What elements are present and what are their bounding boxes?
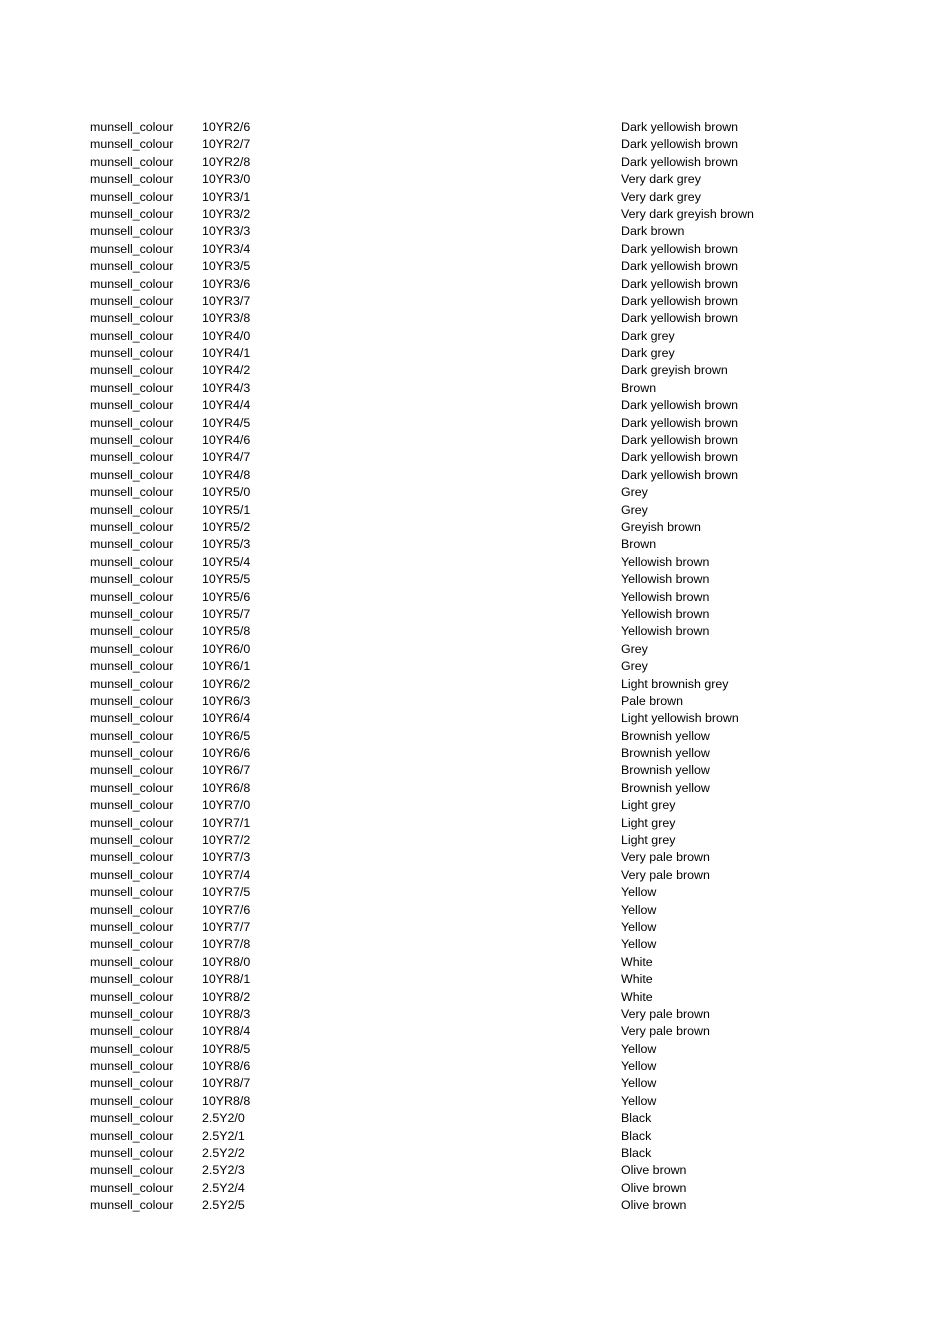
attribute-cell: munsell_colour	[90, 415, 174, 430]
attribute-cell: munsell_colour	[90, 780, 174, 795]
attribute-cell: munsell_colour	[90, 659, 174, 674]
attribute-cell: munsell_colour	[90, 954, 174, 969]
table-row	[0, 971, 950, 988]
colour-name-cell: Yellow	[621, 1059, 657, 1074]
table-row	[0, 989, 950, 1006]
table-row	[0, 884, 950, 901]
code-cell: 10YR4/2	[202, 363, 251, 378]
table-row	[0, 1058, 950, 1075]
table-row	[0, 1093, 950, 1110]
table-row	[0, 484, 950, 501]
table-row	[0, 293, 950, 310]
colour-name-cell: Yellow	[621, 919, 657, 934]
colour-name-cell: Dark yellowish brown	[621, 259, 739, 274]
attribute-cell: munsell_colour	[90, 1059, 174, 1074]
attribute-cell: munsell_colour	[90, 554, 174, 569]
attribute-cell: munsell_colour	[90, 972, 174, 987]
colour-name-cell: Greyish brown	[621, 519, 701, 534]
table-row	[0, 310, 950, 327]
code-cell: 10YR8/3	[202, 1006, 251, 1021]
table-row	[0, 815, 950, 832]
table-row	[0, 449, 950, 466]
attribute-cell: munsell_colour	[90, 206, 174, 221]
code-cell: 10YR7/3	[202, 850, 251, 865]
table-row	[0, 467, 950, 484]
colour-name-cell: White	[621, 972, 653, 987]
colour-name-cell: Yellowish brown	[621, 624, 710, 639]
code-cell: 10YR8/8	[202, 1093, 251, 1108]
colour-name-cell: Light brownish grey	[621, 676, 729, 691]
code-cell: 10YR4/4	[202, 398, 251, 413]
table-row	[0, 762, 950, 779]
attribute-cell: munsell_colour	[90, 746, 174, 761]
colour-name-cell: Brown	[621, 380, 657, 395]
colour-name-cell: Dark greyish brown	[621, 363, 728, 378]
colour-name-cell: Yellow	[621, 885, 657, 900]
colour-name-cell: Dark yellowish brown	[621, 137, 739, 152]
colour-name-cell: Yellowish brown	[621, 554, 710, 569]
table-row	[0, 589, 950, 606]
attribute-cell: munsell_colour	[90, 833, 174, 848]
code-cell: 10YR8/7	[202, 1076, 251, 1091]
code-cell: 10YR8/4	[202, 1024, 251, 1039]
table-row	[0, 241, 950, 258]
colour-name-cell: Grey	[621, 485, 648, 500]
code-cell: 10YR7/5	[202, 885, 251, 900]
code-cell: 10YR7/4	[202, 867, 251, 882]
code-cell: 10YR6/2	[202, 676, 251, 691]
code-cell: 10YR6/7	[202, 763, 251, 778]
table-row	[0, 936, 950, 953]
colour-name-cell: Yellowish brown	[621, 572, 710, 587]
table-row	[0, 189, 950, 206]
colour-name-cell: Brownish yellow	[621, 746, 710, 761]
attribute-cell: munsell_colour	[90, 902, 174, 917]
colour-name-cell: Brownish yellow	[621, 780, 710, 795]
code-cell: 10YR5/0	[202, 485, 251, 500]
table-row	[0, 780, 950, 797]
attribute-cell: munsell_colour	[90, 1111, 174, 1126]
colour-name-cell: Very dark grey	[621, 189, 701, 204]
attribute-cell: munsell_colour	[90, 346, 174, 361]
code-cell: 10YR5/3	[202, 537, 251, 552]
code-cell: 10YR4/3	[202, 380, 251, 395]
colour-name-cell: Light grey	[621, 815, 676, 830]
attribute-cell: munsell_colour	[90, 1093, 174, 1108]
colour-name-cell: Yellowish brown	[621, 606, 710, 621]
table-row	[0, 797, 950, 814]
attribute-cell: munsell_colour	[90, 1024, 174, 1039]
code-cell: 10YR8/2	[202, 989, 251, 1004]
colour-name-cell: Yellow	[621, 902, 657, 917]
code-cell: 2.5Y2/2	[202, 1146, 245, 1161]
attribute-cell: munsell_colour	[90, 867, 174, 882]
code-cell: 2.5Y2/3	[202, 1163, 245, 1178]
table-row	[0, 223, 950, 240]
table-row	[0, 641, 950, 658]
table-row	[0, 1145, 950, 1162]
colour-name-cell: Dark yellowish brown	[621, 398, 739, 413]
attribute-cell: munsell_colour	[90, 189, 174, 204]
colour-name-cell: Light grey	[621, 833, 676, 848]
colour-name-cell: Grey	[621, 502, 648, 517]
code-cell: 10YR6/8	[202, 780, 251, 795]
attribute-cell: munsell_colour	[90, 1180, 174, 1195]
table-row	[0, 676, 950, 693]
colour-name-cell: Yellow	[621, 1076, 657, 1091]
table-row	[0, 745, 950, 762]
table-row	[0, 380, 950, 397]
code-cell: 10YR2/7	[202, 137, 251, 152]
attribute-cell: munsell_colour	[90, 172, 174, 187]
attribute-cell: munsell_colour	[90, 885, 174, 900]
table-row	[0, 867, 950, 884]
table-row	[0, 432, 950, 449]
code-cell: 10YR5/2	[202, 519, 251, 534]
colour-name-cell: Yellow	[621, 1093, 657, 1108]
table-row	[0, 171, 950, 188]
table-row	[0, 658, 950, 675]
attribute-cell: munsell_colour	[90, 815, 174, 830]
code-cell: 10YR4/5	[202, 415, 251, 430]
colour-name-cell: Dark yellowish brown	[621, 154, 739, 169]
colour-name-cell: Grey	[621, 659, 648, 674]
code-cell: 10YR4/0	[202, 328, 251, 343]
colour-name-cell: Olive brown	[621, 1163, 687, 1178]
attribute-cell: munsell_colour	[90, 624, 174, 639]
table-row	[0, 710, 950, 727]
code-cell: 10YR2/6	[202, 120, 251, 134]
code-cell: 10YR6/3	[202, 693, 251, 708]
code-cell: 10YR4/6	[202, 433, 251, 448]
attribute-cell: munsell_colour	[90, 693, 174, 708]
table-row	[0, 693, 950, 710]
colour-name-cell: Very dark greyish brown	[621, 206, 754, 221]
table-row	[0, 415, 950, 432]
code-cell: 10YR3/1	[202, 189, 251, 204]
code-cell: 10YR3/3	[202, 224, 251, 239]
colour-name-cell: Very dark grey	[621, 172, 701, 187]
table-row	[0, 536, 950, 553]
attribute-cell: munsell_colour	[90, 763, 174, 778]
code-cell: 10YR7/2	[202, 833, 251, 848]
colour-name-cell: Yellowish brown	[621, 589, 710, 604]
code-cell: 10YR4/1	[202, 346, 251, 361]
colour-name-cell: Brownish yellow	[621, 763, 710, 778]
code-cell: 10YR5/7	[202, 606, 251, 621]
code-cell: 2.5Y2/5	[202, 1198, 245, 1213]
attribute-cell: munsell_colour	[90, 537, 174, 552]
code-cell: 10YR8/0	[202, 954, 251, 969]
table-row	[0, 849, 950, 866]
table-row	[0, 1041, 950, 1058]
attribute-cell: munsell_colour	[90, 1041, 174, 1056]
table-row	[0, 1075, 950, 1092]
attribute-cell: munsell_colour	[90, 1163, 174, 1178]
attribute-cell: munsell_colour	[90, 798, 174, 813]
attribute-cell: munsell_colour	[90, 1146, 174, 1161]
attribute-cell: munsell_colour	[90, 363, 174, 378]
code-cell: 10YR3/0	[202, 172, 251, 187]
colour-name-cell: Dark yellowish brown	[621, 120, 739, 134]
colour-name-cell: Dark yellowish brown	[621, 450, 739, 465]
table-row	[0, 919, 950, 936]
table-row	[0, 119, 950, 136]
table-row	[0, 397, 950, 414]
code-cell: 10YR7/6	[202, 902, 251, 917]
table-row	[0, 1110, 950, 1127]
table-row	[0, 206, 950, 223]
code-cell: 10YR6/6	[202, 746, 251, 761]
code-cell: 10YR6/5	[202, 728, 251, 743]
colour-name-cell: Dark brown	[621, 224, 685, 239]
code-cell: 10YR3/4	[202, 241, 251, 256]
attribute-cell: munsell_colour	[90, 293, 174, 308]
colour-name-cell: Grey	[621, 641, 648, 656]
attribute-cell: munsell_colour	[90, 937, 174, 952]
table-row	[0, 519, 950, 536]
attribute-cell: munsell_colour	[90, 676, 174, 691]
code-cell: 10YR3/6	[202, 276, 251, 291]
attribute-cell: munsell_colour	[90, 259, 174, 274]
code-cell: 10YR6/1	[202, 659, 251, 674]
colour-name-cell: Olive brown	[621, 1198, 687, 1213]
attribute-cell: munsell_colour	[90, 311, 174, 326]
colour-name-cell: Dark yellowish brown	[621, 467, 739, 482]
attribute-cell: munsell_colour	[90, 502, 174, 517]
attribute-cell: munsell_colour	[90, 380, 174, 395]
table-row	[0, 345, 950, 362]
attribute-cell: munsell_colour	[90, 276, 174, 291]
colour-name-cell: Dark yellowish brown	[621, 293, 739, 308]
colour-name-cell: Light grey	[621, 798, 676, 813]
code-cell: 10YR8/5	[202, 1041, 251, 1056]
attribute-cell: munsell_colour	[90, 485, 174, 500]
code-cell: 10YR5/5	[202, 572, 251, 587]
table-row	[0, 1023, 950, 1040]
table-row	[0, 258, 950, 275]
attribute-cell: munsell_colour	[90, 433, 174, 448]
table-row	[0, 728, 950, 745]
attribute-cell: munsell_colour	[90, 398, 174, 413]
table-row	[0, 623, 950, 640]
code-cell: 10YR3/2	[202, 206, 251, 221]
code-cell: 10YR7/7	[202, 919, 251, 934]
table-row	[0, 1197, 950, 1214]
attribute-cell: munsell_colour	[90, 850, 174, 865]
attribute-cell: munsell_colour	[90, 154, 174, 169]
code-cell: 10YR8/1	[202, 972, 251, 987]
code-cell: 10YR5/6	[202, 589, 251, 604]
colour-name-cell: Very pale brown	[621, 1024, 710, 1039]
code-cell: 10YR6/4	[202, 711, 251, 726]
table-row	[0, 154, 950, 171]
attribute-cell: munsell_colour	[90, 711, 174, 726]
table-row	[0, 1180, 950, 1197]
attribute-cell: munsell_colour	[90, 589, 174, 604]
colour-name-cell: Dark yellowish brown	[621, 241, 739, 256]
table-row	[0, 502, 950, 519]
colour-name-cell: Dark yellowish brown	[621, 433, 739, 448]
attribute-cell: munsell_colour	[90, 450, 174, 465]
attribute-cell: munsell_colour	[90, 467, 174, 482]
table-row	[0, 902, 950, 919]
colour-name-cell: Black	[621, 1111, 652, 1126]
attribute-cell: munsell_colour	[90, 919, 174, 934]
attribute-cell: munsell_colour	[90, 1006, 174, 1021]
attribute-cell: munsell_colour	[90, 641, 174, 656]
colour-name-cell: Pale brown	[621, 693, 683, 708]
colour-name-cell: Dark grey	[621, 346, 675, 361]
attribute-cell: munsell_colour	[90, 224, 174, 239]
attribute-cell: munsell_colour	[90, 1076, 174, 1091]
colour-name-cell: Very pale brown	[621, 867, 710, 882]
munsell-colour-table	[0, 119, 950, 1215]
code-cell: 10YR4/7	[202, 450, 251, 465]
table-row	[0, 328, 950, 345]
colour-name-cell: Black	[621, 1128, 652, 1143]
attribute-cell: munsell_colour	[90, 328, 174, 343]
table-row	[0, 1128, 950, 1145]
colour-name-cell: Dark grey	[621, 328, 675, 343]
attribute-cell: munsell_colour	[90, 137, 174, 152]
code-cell: 10YR2/8	[202, 154, 251, 169]
attribute-cell: munsell_colour	[90, 1128, 174, 1143]
code-cell: 2.5Y2/0	[202, 1111, 245, 1126]
table-row	[0, 276, 950, 293]
code-cell: 10YR5/4	[202, 554, 251, 569]
colour-name-cell: Olive brown	[621, 1180, 687, 1195]
code-cell: 10YR8/6	[202, 1059, 251, 1074]
colour-name-cell: White	[621, 989, 653, 1004]
code-cell: 10YR3/7	[202, 293, 251, 308]
table-row	[0, 1006, 950, 1023]
attribute-cell: munsell_colour	[90, 989, 174, 1004]
table-row	[0, 954, 950, 971]
attribute-cell: munsell_colour	[90, 572, 174, 587]
code-cell: 10YR7/0	[202, 798, 251, 813]
colour-name-cell: Black	[621, 1146, 652, 1161]
code-cell: 10YR4/8	[202, 467, 251, 482]
attribute-cell: munsell_colour	[90, 241, 174, 256]
colour-name-cell: Brown	[621, 537, 657, 552]
attribute-cell: munsell_colour	[90, 1198, 174, 1213]
attribute-cell: munsell_colour	[90, 120, 174, 134]
code-cell: 2.5Y2/4	[202, 1180, 245, 1195]
code-cell: 10YR7/8	[202, 937, 251, 952]
code-cell: 10YR3/8	[202, 311, 251, 326]
attribute-cell: munsell_colour	[90, 728, 174, 743]
colour-name-cell: Dark yellowish brown	[621, 415, 739, 430]
code-cell: 10YR7/1	[202, 815, 251, 830]
code-cell: 10YR5/1	[202, 502, 251, 517]
attribute-cell: munsell_colour	[90, 519, 174, 534]
code-cell: 10YR5/8	[202, 624, 251, 639]
colour-name-cell: Dark yellowish brown	[621, 276, 739, 291]
table-row	[0, 606, 950, 623]
colour-name-cell: Very pale brown	[621, 1006, 710, 1021]
code-cell: 10YR3/5	[202, 259, 251, 274]
table-row	[0, 362, 950, 379]
colour-name-cell: White	[621, 954, 653, 969]
colour-name-cell: Dark yellowish brown	[621, 311, 739, 326]
table-row	[0, 554, 950, 571]
code-cell: 10YR6/0	[202, 641, 251, 656]
attribute-cell: munsell_colour	[90, 606, 174, 621]
table-row	[0, 1162, 950, 1179]
colour-name-cell: Yellow	[621, 937, 657, 952]
colour-name-cell: Light yellowish brown	[621, 711, 739, 726]
colour-name-cell: Brownish yellow	[621, 728, 710, 743]
table-row	[0, 832, 950, 849]
colour-name-cell: Yellow	[621, 1041, 657, 1056]
code-cell: 2.5Y2/1	[202, 1128, 245, 1143]
table-row	[0, 136, 950, 153]
colour-name-cell: Very pale brown	[621, 850, 710, 865]
table-row	[0, 571, 950, 588]
